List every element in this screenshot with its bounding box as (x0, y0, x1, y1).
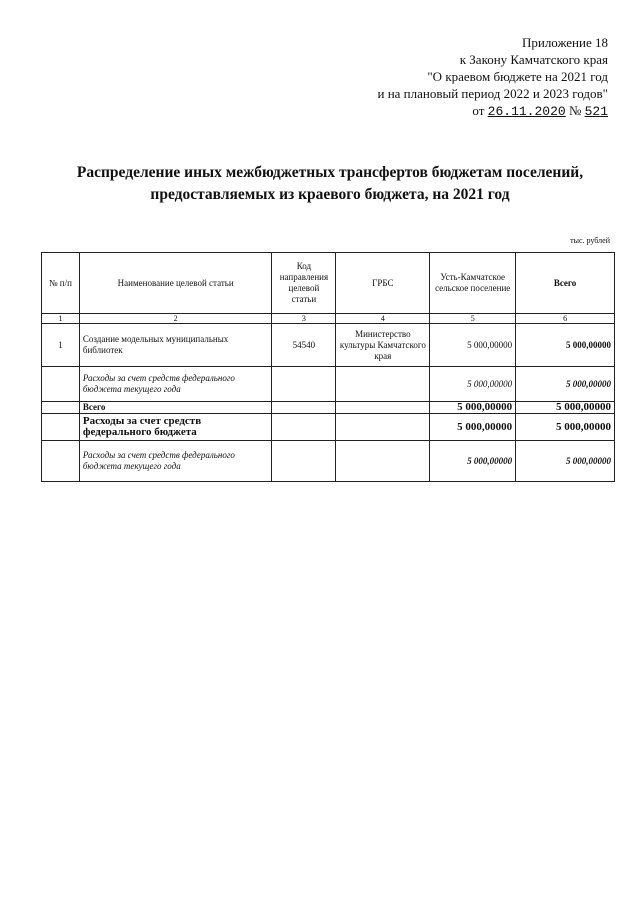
cell-total: 5 000,00000 (516, 441, 615, 482)
appendix-law-title: "О краевом бюджете на 2021 год (427, 69, 608, 84)
cell-num (42, 441, 80, 482)
cell-num: 1 (42, 324, 80, 367)
cell-code (272, 441, 336, 482)
cell-name: Создание модельных муниципальных библиотек (79, 324, 272, 367)
cell-name: Всего (79, 402, 272, 414)
cell-ust: 5 000,00000 (430, 324, 516, 367)
cell-code (272, 367, 336, 402)
col-number: 5 (430, 314, 516, 324)
appendix-number: Приложение 18 (521, 35, 608, 50)
header-grbs: ГРБС (336, 253, 430, 314)
cell-grbs (336, 441, 430, 482)
number-prefix: № (568, 103, 582, 118)
cell-grbs (336, 402, 430, 414)
law-number: 521 (584, 104, 608, 119)
header-ust: Усть-Камчатское сельское поселение (430, 253, 516, 314)
cell-ust: 5 000,00000 (430, 402, 516, 414)
units-label: тыс. рублей (570, 236, 610, 245)
cell-total: 5 000,00000 (516, 402, 615, 414)
column-number-row (42, 314, 615, 324)
header-code: Код направления целевой статьи (272, 253, 336, 314)
cell-ust: 5 000,00000 (430, 367, 516, 402)
from-prefix: от (472, 103, 485, 118)
col-number: 3 (272, 314, 336, 324)
cell-total: 5 000,00000 (516, 414, 615, 441)
title-line-2: предоставляемых из краевого бюджета, на 2021 год (150, 186, 510, 203)
header-total: Всего (516, 253, 615, 314)
appendix-header (377, 34, 608, 120)
cell-code: 54540 (272, 324, 336, 367)
table-row (42, 324, 615, 367)
cell-code (272, 402, 336, 414)
cell-name: Расходы за счет средств федерального бюджета текущего года (79, 441, 272, 482)
cell-grbs: Министерство культуры Камчатского края (336, 324, 430, 367)
col-number: 2 (79, 314, 272, 324)
cell-name: Расходы за счет средств федерального бюджета текущего года (79, 367, 272, 402)
cell-ust: 5 000,00000 (430, 441, 516, 482)
cell-num (42, 414, 80, 441)
col-number: 1 (42, 314, 80, 324)
cell-total: 5 000,00000 (516, 324, 615, 367)
header-num: № п/п (42, 253, 80, 314)
title-line-1: Распределение иных межбюджетных трансфертов бюджетам поселений, (76, 164, 584, 181)
appendix-law-period: и на плановый период 2022 и 2023 годов" (377, 86, 608, 101)
cell-num (42, 402, 80, 414)
transfers-table (41, 252, 615, 482)
cell-grbs (336, 414, 430, 441)
appendix-law: к Закону Камчатского края (459, 52, 608, 67)
law-date: 26.11.2020 (487, 104, 566, 119)
table-header-row (42, 253, 615, 314)
document-title (40, 162, 620, 206)
cell-grbs (336, 367, 430, 402)
header-name: Наименование целевой статьи (79, 253, 272, 314)
col-number: 4 (336, 314, 430, 324)
appendix-date-line (377, 102, 608, 120)
table-row (42, 414, 615, 441)
col-number: 6 (516, 314, 615, 324)
cell-num (42, 367, 80, 402)
cell-code (272, 414, 336, 441)
cell-name: Расходы за счет средств федерального бюджета (79, 414, 272, 441)
cell-ust: 5 000,00000 (430, 414, 516, 441)
table-row (42, 402, 615, 414)
table-row (42, 367, 615, 402)
cell-total: 5 000,00000 (516, 367, 615, 402)
table-row (42, 441, 615, 482)
